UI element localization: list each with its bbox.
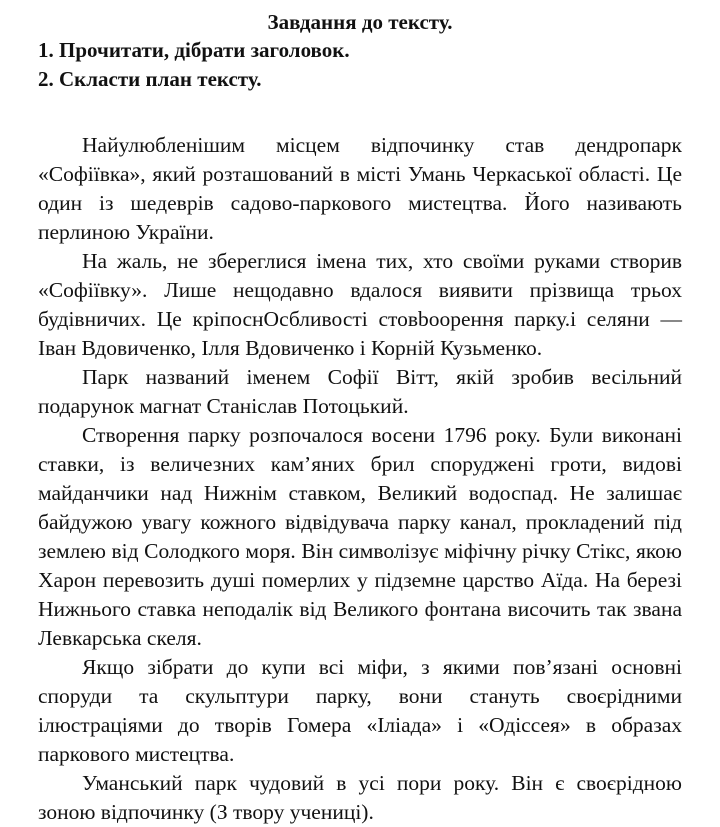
paragraph-4: Створення парку розпочалося восени 1796 року. Були виконані ставки, із величезних кам’яних брил споруджені гроти, видові майданчики над Нижнім ставком, Великий водоспад. Не залишає байдужою увагу кожного відвідувача парку канал, прокладений під землею від Солодкого моря. Він символізує міфічну річку Стікс, якою Харон перевозить душі померлих у підземне царство Аїда. На березі Нижнього ставка неподалік від Великого фонтана височить так звана Левкарська скеля. bbox=[38, 423, 682, 650]
paragraph-3: Парк названий іменем Софії Вітт, якій зробив весільний подарунок магнат Станіслав Потоцький. bbox=[38, 365, 682, 418]
paragraph-1: Найулюбленішим місцем відпочинку став дендропарк «Софіївка», який розташований в місті Умань Черкаської області. Це один із шедеврів садово-паркового мистецтва. Його називають перлиною України. bbox=[38, 133, 682, 244]
paragraph-5: Якщо зібрати до купи всі міфи, з якими пов’язані основні споруди та скульптури парку, вони стануть своєрідними ілюстраціями до творів Гомера «Іліада» і «Одіссея» в образах паркового мистецтва. bbox=[38, 655, 682, 766]
task-item-2: 2. Скласти план тексту. bbox=[38, 67, 262, 91]
paragraph-2: На жаль, не збереглися імена тих, хто своїми руками створив «Софіївку». Лише нещодавно вдалося виявити прізвища трьох будівничих. Це кріпоснОсбливості стовbooрення парку.і селяни — Іван Вдовиченко, Ілля Вдовиченко і Корній Кузьменко. bbox=[38, 249, 682, 360]
essay-text bbox=[38, 131, 682, 827]
paragraph-6: Уманський парк чудовий в усі пори року. Він є своєрідною зоною відпочинку (З твору учениці). bbox=[38, 771, 682, 824]
page-title: Завдання до тексту. bbox=[267, 10, 453, 34]
task-list bbox=[38, 36, 682, 94]
task-item-1: 1. Прочитати, дібрати заголовок. bbox=[38, 38, 350, 62]
